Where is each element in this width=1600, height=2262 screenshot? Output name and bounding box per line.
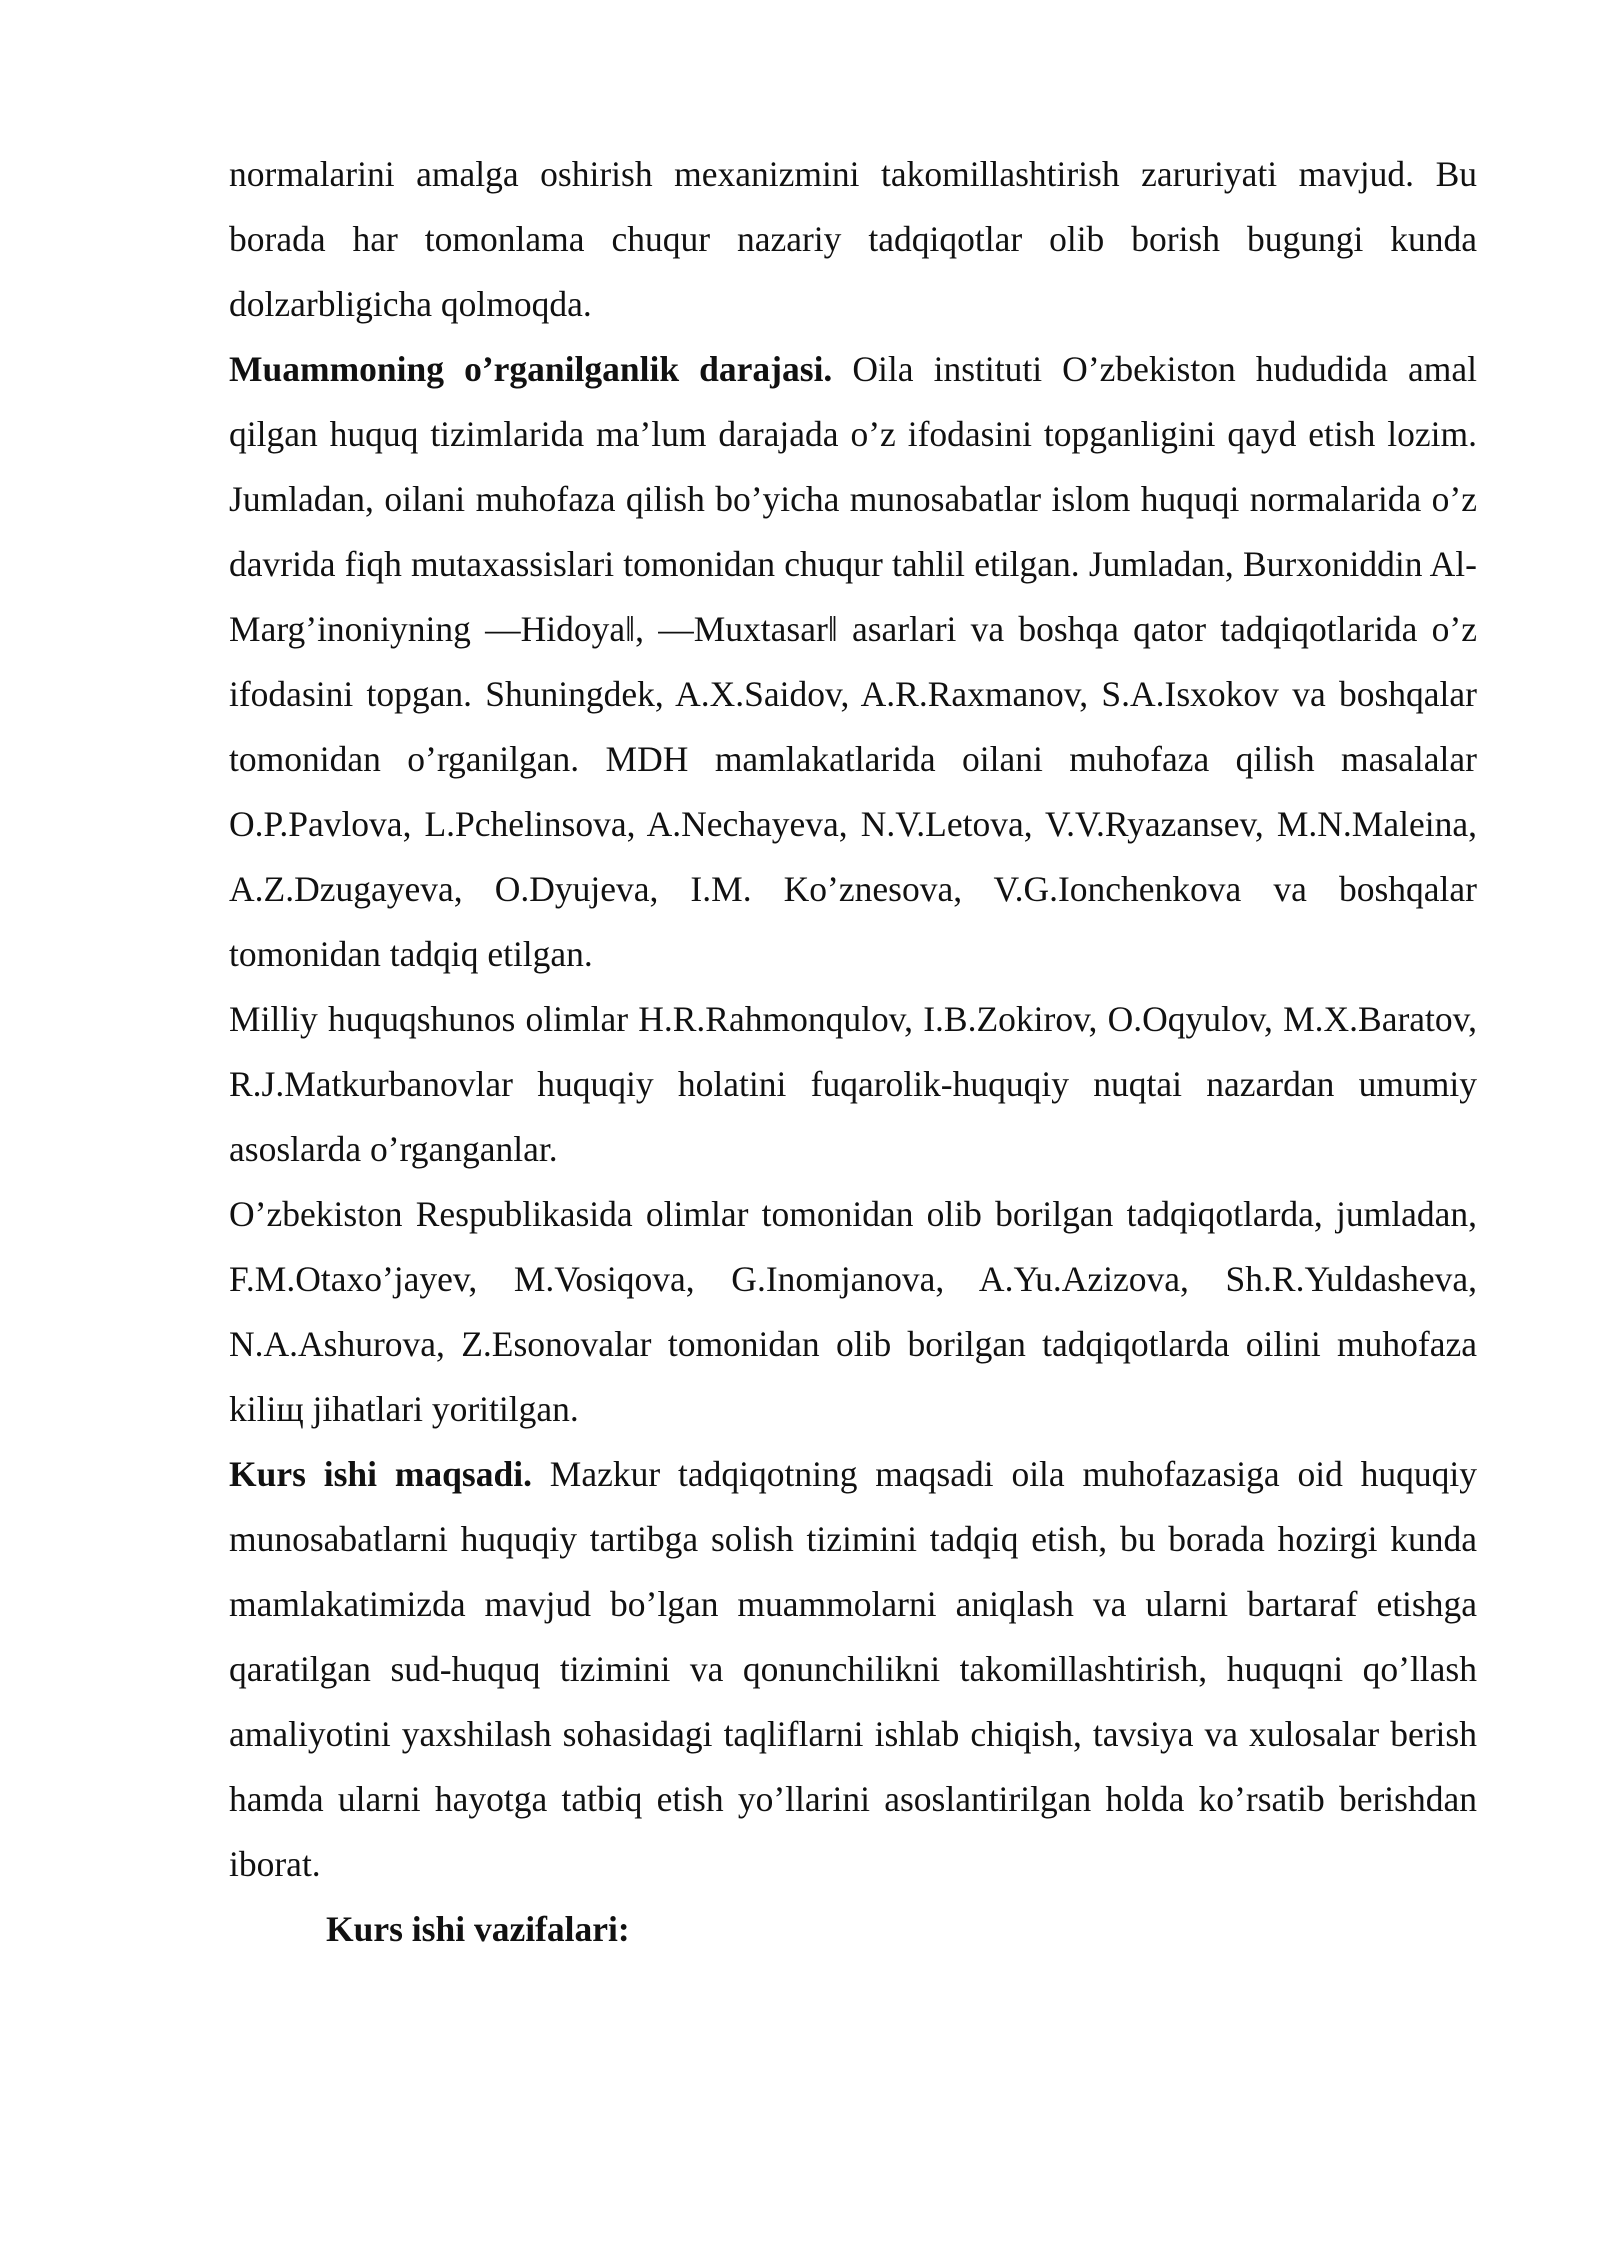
section-heading-study-degree: Muammoning o’rganilganlik darajasi. <box>229 349 833 389</box>
section-heading-course-tasks: Kurs ishi vazifalari: <box>326 1909 630 1949</box>
paragraph-text: Milliy huquqshunos olimlar H.R.Rahmonqulov, I.B.Zokirov, O.Oqyulov, M.X.Baratov, R.J.Matkurbanovlar huquqiy holatini fuqarolik-huquqiy nuqtai nazardan umumiy asoslarda o’rganganlar. <box>229 999 1477 1169</box>
section-heading-course-goal: Kurs ishi maqsadi. <box>229 1454 532 1494</box>
paragraph-intro <box>229 142 1477 337</box>
paragraph-text: Oila instituti O’zbekiston hududida amal qilgan huquq tizimlarida ma’lum darajada o’z ifodasini topganligini qayd etish lozim. Jumladan, oilani muhofaza qilish bo’yicha munosabatlar islom huquqi normalarida o’z davrida fiqh mutaxassislari tomonidan chuqur tahlil etilgan. Jumladan, Burxoniddin Al-Marg’inoniyning ―Hidoya‖, ―Muxtasar‖ asarlari va boshqa qator tadqiqotlarida o’z ifodasini topgan. Shuningdek, A.X.Saidov, A.R.Raxmanov, S.A.Isxokov va boshqalar tomonidan o’rganilgan. MDH mamlakatlarida oilani muhofaza qilish masalalar O.P.Pavlova, L.Pchelinsova, A.Nechayeva, N.V.Letova, V.V.Ryazansev, M.N.Maleina, A.Z.Dzugayeva, O.Dyujeva, I.M. Ko’znesova, V.G.Ionchenkova va boshqalar tomonidan tadqiq etilgan. <box>229 349 1477 974</box>
paragraph-national-scholars <box>229 987 1477 1182</box>
paragraph-text: normalarini amalga oshirish mexanizmini takomillashtirish zaruriyati mavjud. Bu borada har tomonlama chuqur nazariy tadqiqotlar olib borish bugungi kunda dolzarbligicha qolmoqda. <box>229 154 1477 324</box>
paragraph-text: Mazkur tadqiqotning maqsadi oila muhofazasiga oid huquqiy munosabatlarni huquqiy tartibga solish tizimini tadqiq etish, bu borada hozirgi kunda mamlakatimizda mavjud bo’lgan muammolarni aniqlash va ularni bartaraf etishga qaratilgan sud-huquq tizimini va qonunchilikni takomillashtirish, huquqni qo’llash amaliyotini yaxshilash sohasidagi taqliflarni ishlab chiqish, tavsiya va xulosalar berish hamda ularni hayotga tatbiq etish yo’llarini asoslantirilgan holda ko’rsatib berishdan iborat. <box>229 1454 1478 1884</box>
document-page <box>229 142 1477 1962</box>
paragraph-text: O’zbekiston Respublikasida olimlar tomonidan olib borilgan tadqiqotlarda, jumladan, F.M.Otaxo’jayev, M.Vosiqova, G.Inomjanova, A.Yu.Azizova, Sh.R.Yuldasheva, N.A.Ashurova, Z.Esonovalar tomonidan olib borilgan tadqiqotlarda oilini muhofaza kiliщ jihatlari yoritilgan. <box>229 1194 1477 1429</box>
paragraph-study-degree <box>229 337 1477 987</box>
paragraph-course-goal <box>229 1442 1477 1897</box>
paragraph-uzbek-research <box>229 1182 1477 1442</box>
